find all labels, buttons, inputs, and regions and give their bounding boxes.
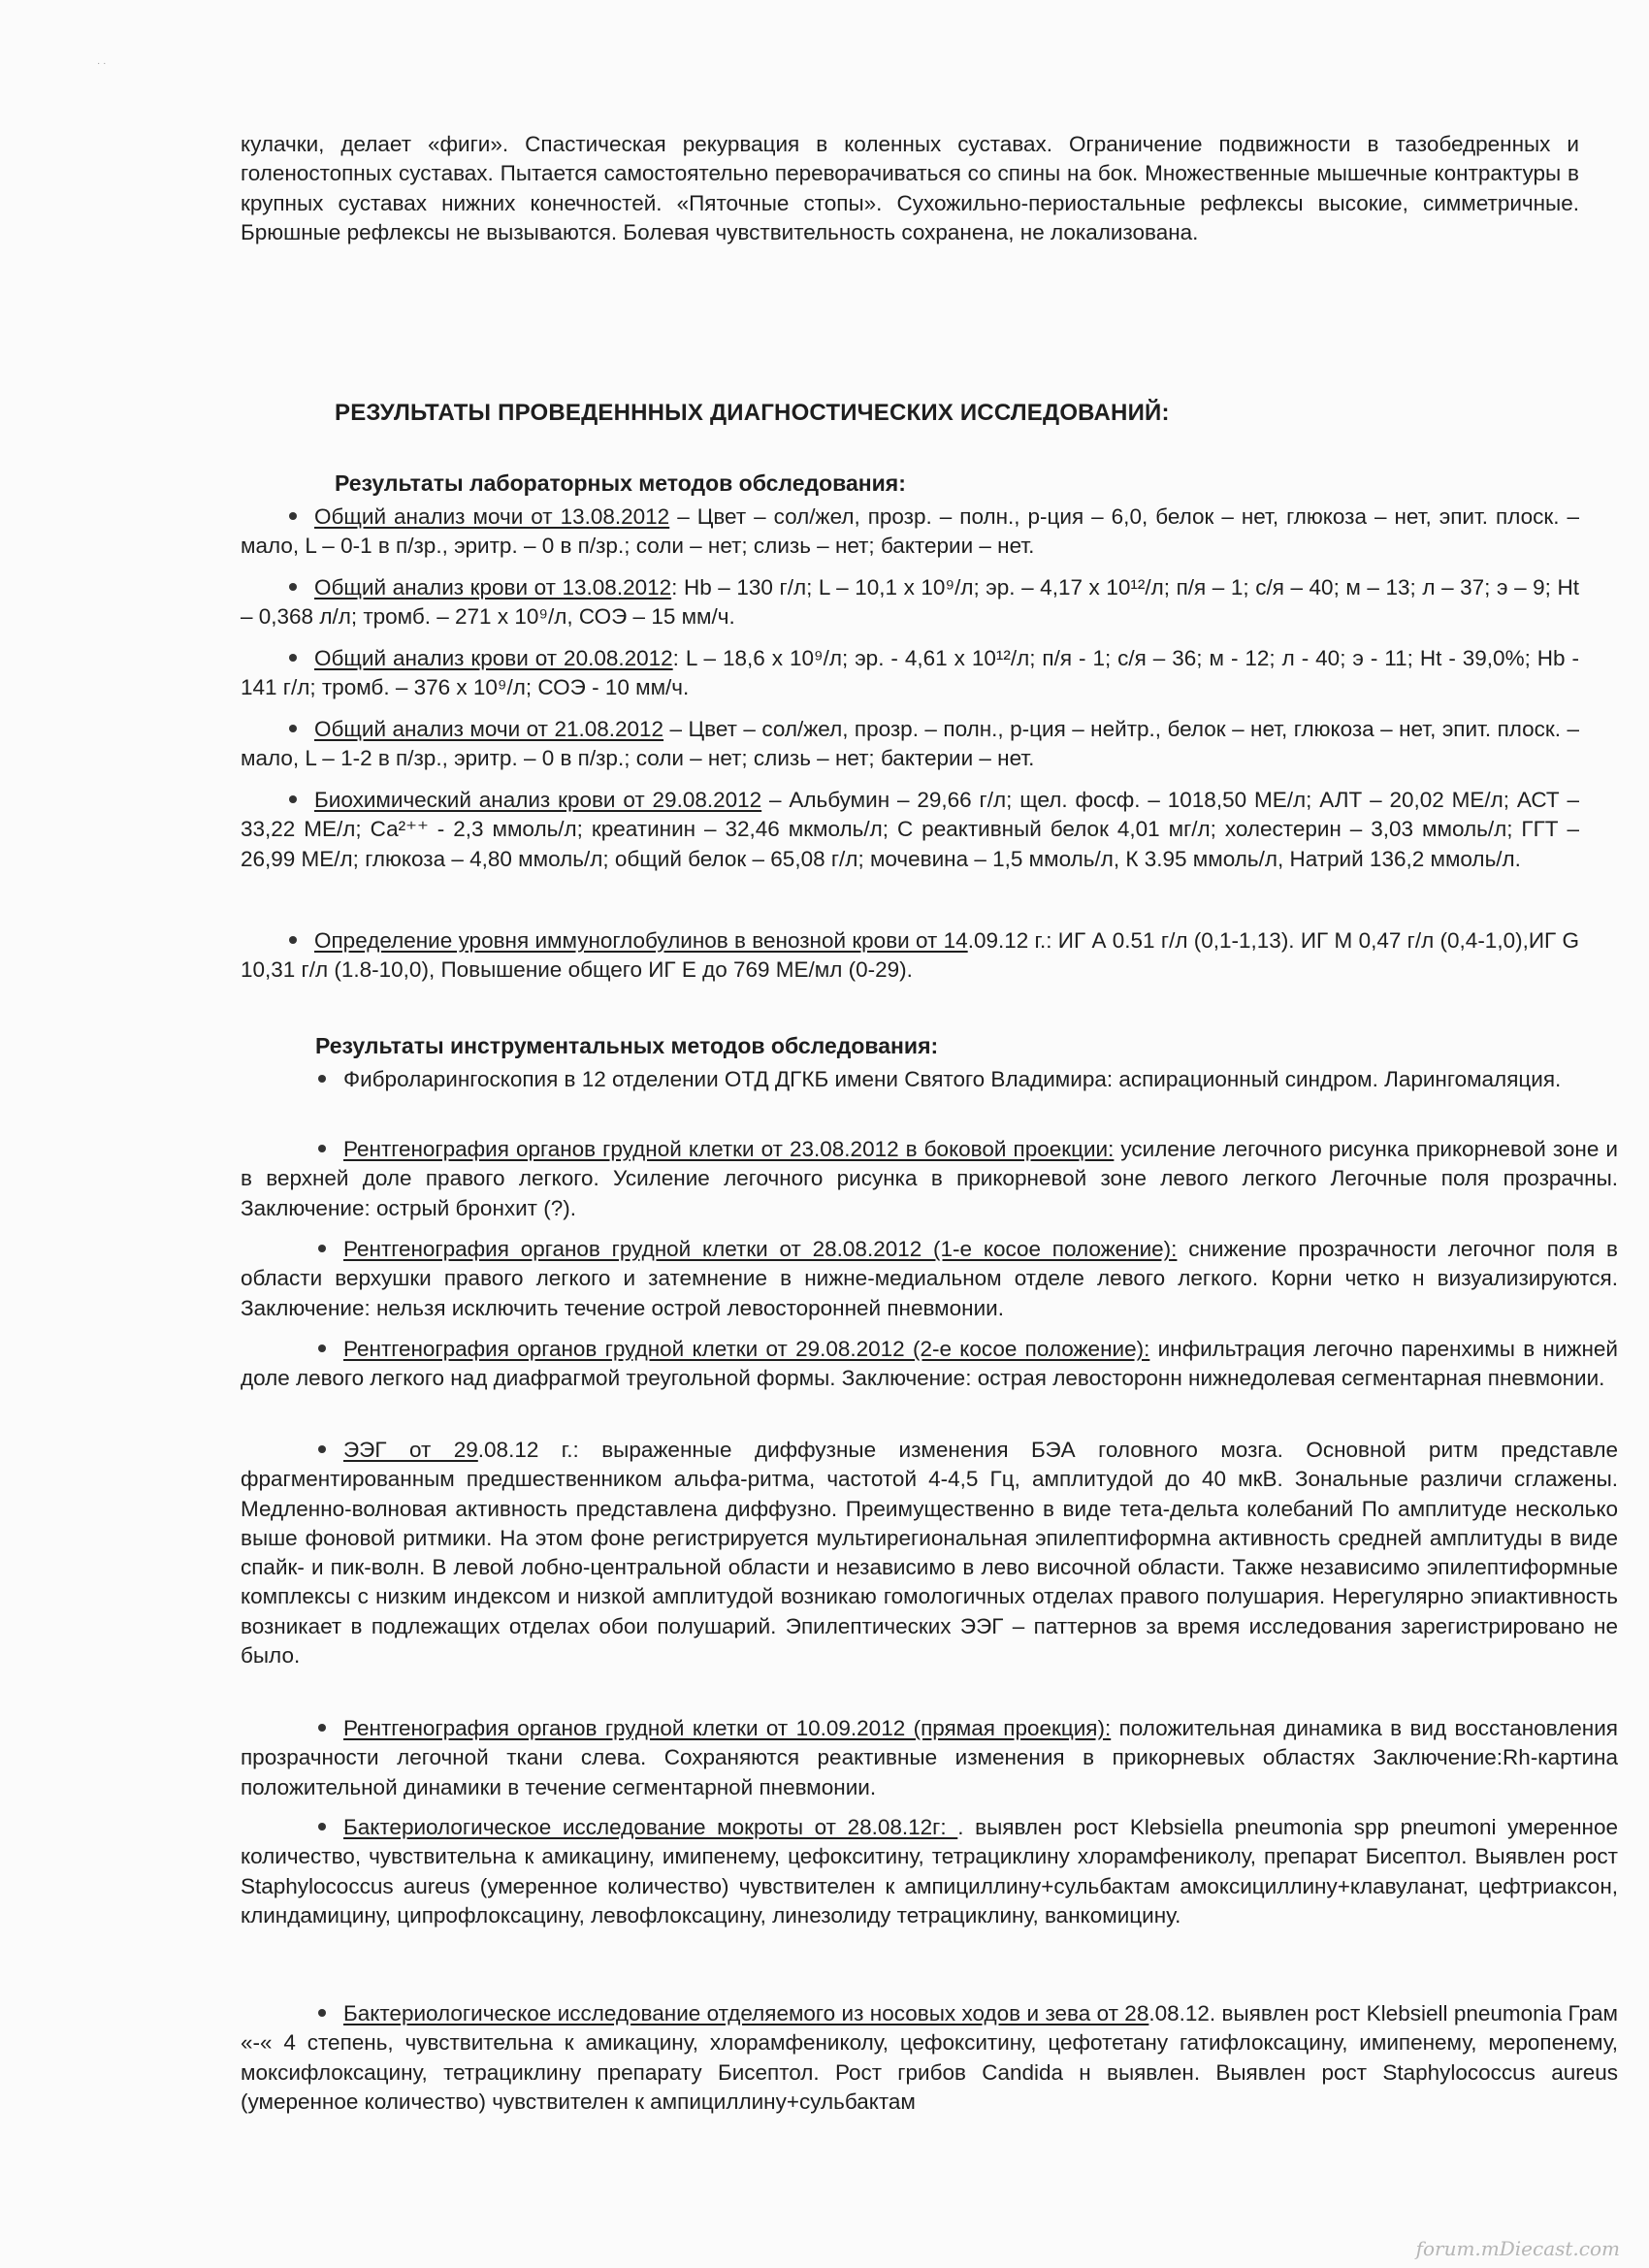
- bullet-icon: [318, 1823, 326, 1831]
- lab-item: [241, 644, 1579, 703]
- bullet-icon: [289, 512, 297, 520]
- instr-item-text: .08.12. выявлен рост Klebsiell pneumonia Грам «-« 4 степень, чувствительна к амикацину, хлорамфениколу, цефокситину, цефотетану гатифлоксацину, имипенему, меропенему, моксифлоксацину, тетрациклину препарату Бисептол. Рост грибов Candida н выявлен. Выявлен рост Staphylococcus aureus (умеренное количество) чувствителен к ампициллину+сульбактам: [241, 2001, 1618, 2114]
- lab-heading: Результаты лабораторных методов обследования:: [335, 470, 906, 496]
- instr-item: [241, 1065, 1618, 1094]
- bullet-icon: [318, 2009, 326, 2017]
- watermark-logo: forum.mDiecast.com: [1415, 2237, 1620, 2260]
- scan-speck: · ·: [97, 58, 107, 69]
- bullet-icon: [318, 1075, 326, 1083]
- instr-item: [241, 1235, 1618, 1323]
- instr-item: [241, 1436, 1618, 1670]
- bullet-icon: [289, 936, 297, 944]
- lab-item: [241, 715, 1579, 774]
- lab-item: [241, 573, 1579, 632]
- bullet-icon: [289, 654, 297, 662]
- bullet-icon: [318, 1245, 326, 1252]
- lab-item-title: Определение уровня иммуноглобулинов в венозной крови от 14: [314, 928, 968, 953]
- lab-item: [241, 926, 1579, 986]
- instr-item-title: Бактериологическое исследование отделяемого из носовых ходов и зева от 28: [343, 2001, 1149, 2025]
- bullet-icon: [318, 1445, 326, 1453]
- instr-item: [241, 1714, 1618, 1802]
- instr-item-title: Рентгенография органов грудной клетки от 28.08.2012 (1-е косое положение):: [343, 1237, 1178, 1261]
- instr-item: [241, 1813, 1618, 1930]
- instr-item-title: ЭЭГ от 29: [343, 1438, 478, 1462]
- instr-item-text: инфильтрация легочно паренхимы в нижней доле левого легкого над диафрагмой треугольной формы. Заключение: острая левосторонн нижнедолевая сегментарная пневмонии.: [241, 1337, 1618, 1391]
- lab-item-text: : Hb – 130 г/л; L – 10,1 x 10⁹/л; эр. – 4,17 x 10¹²/л; п/я – 1; с/я – 40; м – 13; л – 37; э – 9; Ht – 0,368 л/л; тромб. – 271 x 10⁹/л, СОЭ – 15 мм/ч.: [241, 575, 1579, 630]
- lab-item-title: Биохимический анализ крови от 29.08.2012: [314, 788, 762, 812]
- bullet-icon: [289, 583, 297, 591]
- lab-item-text: – Альбумин – 29,66 г/л; щел. фосф. – 1018,50 МЕ/л; АЛТ – 20,02 МЕ/л; АСТ – 33,22 МЕ/л; Са²⁺⁺ - 2,3 ммоль/л; креатинин – 32,46 мкмоль/л; С реактивный белок 4,01 мг/л; холестерин – 3,03 ммоль/л; ГГТ – 26,99 МЕ/л; глюкоза – 4,80 ммоль/л; общий белок – 65,08 г/л; мочевина – 1,5 ммоль/л, К 3.95 ммоль/л, Натрий 136,2 ммоль/л.: [241, 788, 1580, 871]
- instr-item-text: .08.12 г.: выраженные диффузные изменения БЭА головного мозга. Основной ритм представле фрагментированным предшественником альфа-ритма, частотой 4-4,5 Гц, амплитудой до 40 мкВ. Зональные различи сглажены. Медленно-волновая активность представлена диффузно. Преимущественно в виде тета-дельта колебаний По амплитуде несколько выше фоновой ритмики. На этом фоне регистрируется мультирегиональная эпилептиформна активность средней амплитуды в виде спайк- и пик-волн. В левой лобно-центральной области и независимо в лево височной области. Также независимо эпилептиформные комплексы с низким индексом и низкой амплитудой возникаю гомологичных отделах правого полушария. Нерегулярно эпиактивность возникает в подлежащих отделах обои полушарий. Эпилептических ЭЭГ – паттернов за время исследования зарегистрировано не было.: [241, 1438, 1618, 1669]
- lab-item: [241, 502, 1579, 562]
- bullet-icon: [289, 795, 297, 803]
- instr-item: [241, 1335, 1618, 1394]
- lab-item-text: – Цвет – сол/жел, прозр. – полн., р-ция – нейтр., белок – нет, глюкоза – нет, эпит. плоск. – мало, L – 1-2 в п/зр., эритр. – 0 в п/зр.; соли – нет; слизь – нет; бактерии – нет.: [241, 717, 1579, 771]
- instr-item-text: усиление легочного рисунка прикорневой зоне и в верхней доле правого легкого. Усиление легочного рисунка в прикорневой зоне левого легкого Легочные поля прозрачны. Заключение: острый бронхит (?).: [241, 1137, 1618, 1220]
- lab-item-title: Общий анализ крови от 13.08.2012: [314, 575, 672, 599]
- lab-item-text: .09.12 г.: ИГ А 0.51 г/л (0,1-1,13). ИГ М 0,47 г/л (0,4-1,0),ИГ G 10,31 г/л (1.8-10,0), Повышение общего ИГ Е до 769 МЕ/мл (0-29).: [241, 928, 1579, 983]
- instr-item-text: Фиброларингоскопия в 12 отделении ОТД ДГКБ имени Святого Владимира: аспирационный синдром. Ларингомаляция.: [343, 1067, 1562, 1091]
- lab-item-text: – Цвет – сол/жел, прозр. – полн., р-ция – 6,0, белок – нет, глюкоза – нет, эпит. плоск. – мало, L – 0-1 в п/зр., эритр. – 0 в п/зр.; соли – нет; слизь – нет; бактерии – нет.: [241, 504, 1579, 559]
- bullet-icon: [318, 1724, 326, 1732]
- instr-item-text: снижение прозрачности легочног поля в области верхушки правого легкого и затемнение в нижне-медиальном отделе левого легкого. Корни четко н визуализируются. Заключение: нельзя исключить течение острой левосторонней пневмонии.: [241, 1237, 1618, 1320]
- bullet-icon: [289, 725, 297, 732]
- lab-item-title: Общий анализ мочи от 21.08.2012: [314, 717, 664, 741]
- instr-item-text: . выявлен рост Klebsiella pneumonia spp pneumoni умеренное количество, чувствительна к амикацину, имипенему, цефокситину, тетрациклину хлорамфениколу, препарат Бисептол. Выявлен рост Staphylococcus aureus (умеренное количество) чувствителен к ампициллину+сульбактам амоксициллину+клавуланат, цефтриаксон, клиндамицину, ципрофлоксацину, левофлоксацину, линезолиду тетрациклину, ванкомицину.: [241, 1815, 1618, 1928]
- instr-item: [241, 1135, 1618, 1223]
- instr-item-title: Рентгенография органов грудной клетки от 10.09.2012 (прямая проекция):: [343, 1716, 1112, 1740]
- lab-item: [241, 786, 1579, 874]
- section-title: РЕЗУЛЬТАТЫ ПРОВЕДЕНННЫХ ДИАГНОСТИЧЕСКИХ ИССЛЕДОВАНИЙ:: [335, 400, 1170, 426]
- instr-item-title: Рентгенография органов грудной клетки от 29.08.2012 (2-е косое положение):: [343, 1337, 1150, 1361]
- bullet-icon: [318, 1145, 326, 1152]
- lab-item-title: Общий анализ крови от 20.08.2012: [314, 646, 673, 670]
- instr-item-text: положительная динамика в вид восстановления прозрачности легочной ткани слева. Сохраняются реактивные изменения в прикорневых областях Заключение:Rh-картина положительной динамики в течение сегментарной пневмонии.: [241, 1716, 1618, 1799]
- instr-heading: Результаты инструментальных методов обследования:: [315, 1033, 939, 1058]
- instr-item: [241, 1999, 1618, 2117]
- lab-item-text: : L – 18,6 x 10⁹/л; эр. - 4,61 x 10¹²/л; п/я - 1; с/я – 36; м - 12; л - 40; э - 11; Ht - 39,0%; Hb - 141 г/л; тромб. – 376 x 10⁹/л; СОЭ - 10 мм/ч.: [241, 646, 1579, 700]
- instr-item-title: Рентгенография органов грудной клетки от 23.08.2012 в боковой проекции:: [343, 1137, 1115, 1161]
- intro-paragraph: кулачки, делает «фиги». Спастическая рекурвация в коленных суставах. Ограничение подвижности в тазобедренных и голеностопных суставах. Пытается самостоятельно переворачиваться со спины на бок. Множественные мышечные контрактуры в крупных суставах нижних конечностей. «Пяточные стопы». Сухожильно-периостальные рефлексы высокие, симметричные. Брюшные рефлексы не вызываются. Болевая чувствительность сохранена, не локализована.: [241, 132, 1579, 244]
- bullet-icon: [318, 1345, 326, 1352]
- instr-item-title: Бактериологическое исследование мокроты от 28.08.12г:: [343, 1815, 958, 1839]
- lab-item-title: Общий анализ мочи от 13.08.2012: [314, 504, 670, 529]
